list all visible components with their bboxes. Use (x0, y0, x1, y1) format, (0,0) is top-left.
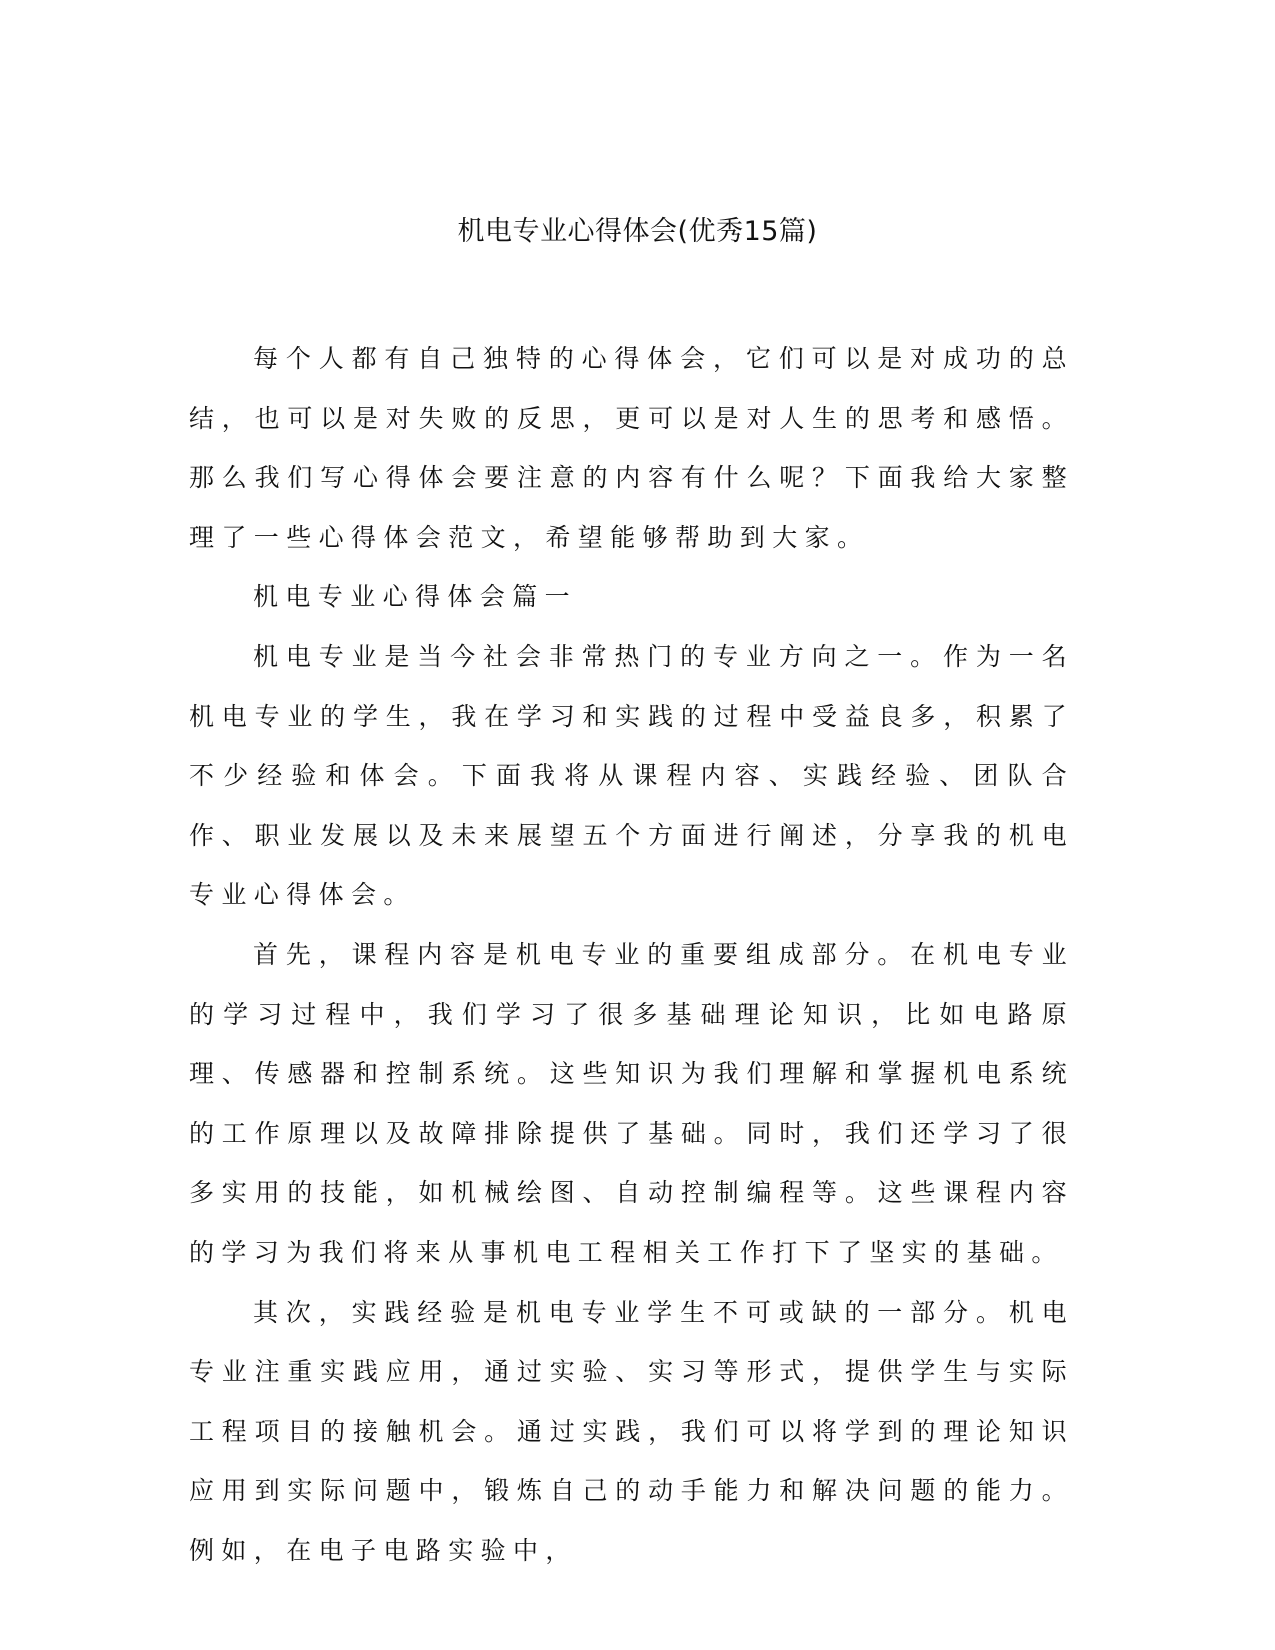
document-body (189, 329, 1074, 1580)
section-heading: 机电专业心得体会篇一 (253, 582, 578, 612)
intro-paragraph: 每个人都有自己独特的心得体会，它们可以是对成功的总结，也可以是对失败的反思，更可以是对人生的思考和感悟。那么我们写心得体会要注意的内容有什么呢？下面我给大家整理了一些心得体会范文，希望能够帮助到大家。 (189, 344, 1074, 552)
body-paragraph: 机电专业是当今社会非常热门的专业方向之一。作为一名机电专业的学生，我在学习和实践的过程中受益良多，积累了不少经验和体会。下面我将从课程内容、实践经验、团队合作、职业发展以及未来展望五个方面进行阐述，分享我的机电专业心得体会。 (189, 641, 1074, 910)
body-paragraph: 首先，课程内容是机电专业的重要组成部分。在机电专业的学习过程中，我们学习了很多基础理论知识，比如电路原理、传感器和控制系统。这些知识为我们理解和掌握机电系统的工作原理以及故障排除提供了基础。同时，我们还学习了很多实用的技能，如机械绘图、自动控制编程等。这些课程内容的学习为我们将来从事机电工程相关工作打下了坚实的基础。 (189, 939, 1074, 1267)
document-title: 机电专业心得体会(优秀15篇) (457, 216, 818, 247)
body-paragraph: 其次，实践经验是机电专业学生不可或缺的一部分。机电专业注重实践应用，通过实验、实习等形式，提供学生与实际工程项目的接触机会。通过实践，我们可以将学到的理论知识应用到实际问题中，锻炼自己的动手能力和解决问题的能力。例如，在电子电路实验中， (189, 1297, 1074, 1565)
